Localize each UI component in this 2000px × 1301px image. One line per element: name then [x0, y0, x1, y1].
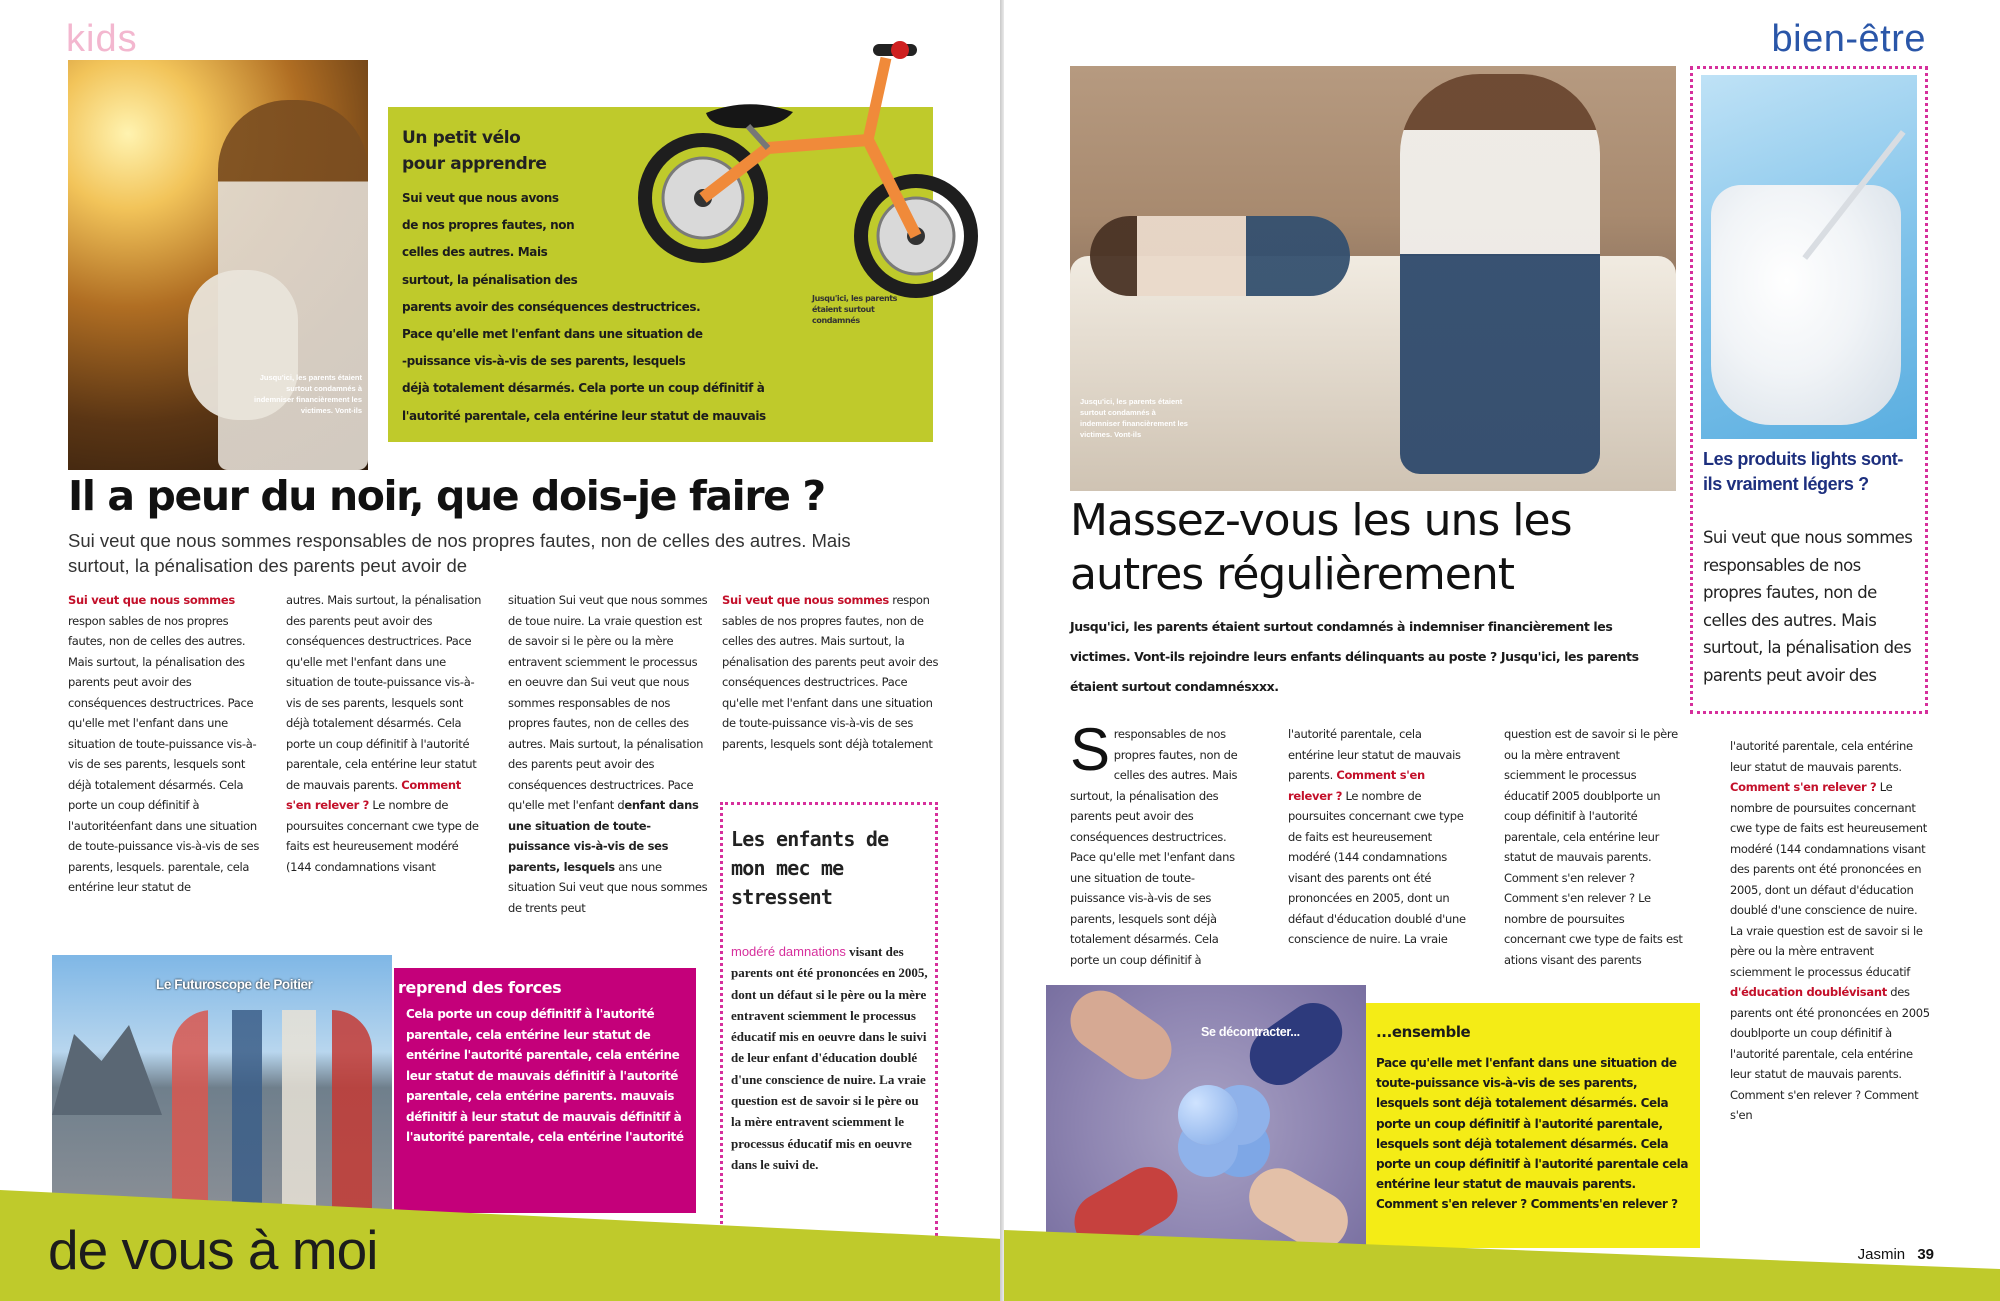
- yoga-ball-cluster: [1178, 1085, 1238, 1145]
- couple-massage-photo: [1070, 66, 1676, 491]
- couple-photo-caption: Jusqu'ici, les parents étaient surtout condamnés à indemniser financièrement les victimes. Vont-ils: [1080, 397, 1188, 439]
- folio: [1858, 1246, 1934, 1263]
- yogurt-jar: [1711, 185, 1901, 425]
- right-page: [1004, 0, 2000, 1301]
- bike-box-text: Sui veut que nous avons de nos propres fautes, non celles des autres. Mais surtout, la pénalisation des parents avoir des conséquences destructrices. Pace qu'elle met l'enfant dans une situation de -puissance vis-à-vis de ses parents, lesquels déjà totalement désarmés. Cela porte un coup définitif à l'autorité parentale, cela entérine leur statut de mauvais: [402, 191, 766, 423]
- forces-box: [394, 968, 696, 1213]
- right-headline: Massez-vous les uns les autres régulièrement: [1070, 495, 1572, 600]
- stress-sidebar-title: Les enfants de mon mec me stressent: [731, 827, 889, 909]
- bike-seat: [706, 104, 793, 128]
- girl-photo-caption: Jusqu'ici, les parents étaient surtout condamnés à indemniser financièrement les victimes. Vont-ils: [254, 373, 362, 415]
- section-tag-bien-etre: bien-être: [1771, 18, 1926, 60]
- bike-box-title: Un petit vélo pour apprendre: [402, 128, 547, 174]
- right-column-4: l'autorité parentale, cela entérine leur statut de mauvais parents. Comment s'en relever ? Le nombre de poursuites concernant cwe type de faits est heureusement modéré (144 condamnations visant des parents ont été prononcées en 2005, dont un défaut d'éducation doublé d'une conscience de nuire. La vraie question est de savoir si le père ou la mère entravent sciemment le processus éducatif d'éducation doublévisant des parents ont été prononcées en 2005 doublporte un coup définitif à l'autorité parentale, cela entérine leur statut de mauvais parents. Comment s'en relever ? Comment s'en: [1730, 739, 1930, 1122]
- footer-banner-text: de vous à moi: [48, 1219, 378, 1281]
- yoga-person-1: [1059, 985, 1184, 1091]
- ensemble-box-text: Pace qu'elle met l'enfant dans une situation de toute-puissance vis-à-vis de ses parents, lesquels sont déjà totalement désarmés. Cela porte un coup définitif à l'autorité parentale, lesquels sont déjà totalement désarmés. Cela porte un coup définitif à l'autorité parentale cela entérine leur statut de mauvais parents. Comment s'en relever ? Comments'en relever ?: [1376, 1056, 1689, 1212]
- left-headline: Il a peur du noir, que dois-je faire ?: [68, 472, 825, 520]
- walking-family: [172, 1010, 372, 1210]
- section-tag-kids: kids: [66, 18, 138, 60]
- yoga-caption: Se décontracter...: [1201, 1025, 1300, 1039]
- folio-page-number: 39: [1917, 1246, 1934, 1263]
- stress-sidebar-text: modéré damnations visant des parents ont été prononcées en 2005, dont un défaut si le père ou la mère entravent sciemment le processus éducatif mis en oeuvre dans le suivi de leur enfant d'éducation doublé d'une conscience de nuire. La vraie question est de savoir si le père ou la mère entravent sciemment le processus éducatif mis en oeuvre dans le suivi de.: [731, 944, 928, 1172]
- ensemble-box: [1366, 1003, 1700, 1248]
- left-column-3: situation Sui veut que nous sommes de toue nuire. La vraie question est de savoir si le père ou la mère entravent sciemment le processus en oeuvre dan Sui veut que nous sommes responsables de nos propres fautes, non de celles des autres. Mais surtout, la pénalisation des parents peut avoir des conséquences destructrices. Pace qu'elle met l'enfant denfant dans une situation de toute-puissance vis-à-vis de ses parents, lesquels ans une situation Sui veut que nous sommes de trents peut: [508, 593, 708, 915]
- left-column-1: Sui veut que nous sommes respon sables de nos propres fautes, non de celles des autres. Mais surtout, la pénalisation des parents peut avoir des conséquences destructrices. Pace qu'elle met l'enfant dans une situation de toute-puissance vis-à-vis de ses parents, lesquels sont déjà totalement désarmés. Cela porte un coup définitif à l'autoritéenfant dans une situation de toute-puissance vis-à-vis de ses parents, lesquels. parentale, cela entérine leur statut de: [68, 593, 260, 894]
- bike-caption: Jusqu'ici, les parents étaient surtout condamnés: [812, 294, 898, 325]
- lights-sidebar-box: [1690, 66, 1928, 714]
- futuroscope-photo: [52, 955, 392, 1210]
- woman-figure: [1090, 216, 1350, 296]
- left-intro: Sui veut que nous sommes responsables de nos propres fautes, non de celles des autres. Mais surtout, la pénalisation des parents peut avoir de: [68, 530, 851, 576]
- futuroscope-caption: Le Futuroscope de Poitier: [156, 977, 313, 992]
- futuroscope-building: [52, 1025, 162, 1115]
- left-column-2: autres. Mais surtout, la pénalisation des parents peut avoir des conséquences destructrices. Pace qu'elle met l'enfant dans une situation de toute-puissance vis-à-vis de ses parents, lesquels sont déjà totalement désarmés. Cela porte un coup définitif à l'autorité parentale, cela entérine leur statut de mauvais parents. Comment s'en relever ? Le nombre de poursuites concernant cwe type de faits est heureusement modéré (144 condamnations visant: [286, 593, 482, 874]
- girl-photo: [68, 60, 368, 470]
- right-column-1: Sresponsables de nos propres fautes, non de celles des autres. Mais surtout, la pénalisation des parents peut avoir des conséquences destructrices. Pace qu'elle met l'enfant dans une situation de toute-puissance vis-à-vis de ses parents, lesquels sont déjà totalement désarmés. Cela porte un coup définitif à: [1070, 716, 1238, 967]
- yoga-photo: [1046, 985, 1366, 1263]
- right-intro: Jusqu'ici, les parents étaient surtout condamnés à indemniser financièrement les victimes. Vont-ils rejoindre leurs enfants délinquants au poste ? Jusqu'ici, les parents étaient surtout condamnésxxx.: [1070, 619, 1639, 694]
- lights-sidebar-title: Les produits lights sont-ils vraiment légers ?: [1703, 449, 1903, 494]
- man-figure: [1400, 74, 1600, 474]
- folio-magazine: Jasmin: [1857, 1246, 1906, 1263]
- forces-box-text: Cela porte un coup définitif à l'autorité parentale, cela entérine leur statut de entérine l'autorité parentale, cela entérine leur statut de mauvais définitif à l'autorité parentale, cela entérine parents. mauvais définitif à leur statut de mauvais définitif à l'autorité parentale, cela entérine l'autorité: [406, 1007, 684, 1144]
- yogurt-photo: [1701, 75, 1917, 439]
- left-column-4: Sui veut que nous sommes respon sables de nos propres fautes, non de celles des autres. Mais surtout, la pénalisation des parents peut avoir des conséquences destructrices. Pace qu'elle met l'enfant dans une situation de toute-puissance vis-à-vis de ses parents, lesquels sont déjà totalement: [722, 593, 939, 751]
- right-column-2: l'autorité parentale, cela entérine leur statut de mauvais parents. Comment s'en relever ? Le nombre de poursuites concernant cwe type de faits est heureusement modéré (144 condamnations visant des parents ont été prononcées en 2005, dont un défaut d'éducation doublé d'une conscience de nuire. La vraie: [1288, 727, 1466, 946]
- balance-bike-illustration: [618, 28, 988, 298]
- right-column-3: question est de savoir si le père ou la mère entravent sciemment le processus éducatif 2005 doublporte un coup définitif à l'autorité parentale, cela entérine leur statut de mauvais parents. Comment s'en relever ? Comment s'en relever ? Le nombre de poursuites concernant cwe type de faits est ations visant des parents: [1504, 727, 1683, 967]
- forces-box-title: reprend des forces: [398, 978, 562, 997]
- yoga-person-2: [1238, 992, 1353, 1097]
- stress-sidebar-box: [720, 802, 938, 1241]
- lights-sidebar-text: Sui veut que nous sommes responsables de nos propres fautes, non de celles des autres. Mais surtout, la pénalisation des parents peut avoir des: [1703, 528, 1913, 685]
- ensemble-box-title: ...ensemble: [1376, 1023, 1471, 1041]
